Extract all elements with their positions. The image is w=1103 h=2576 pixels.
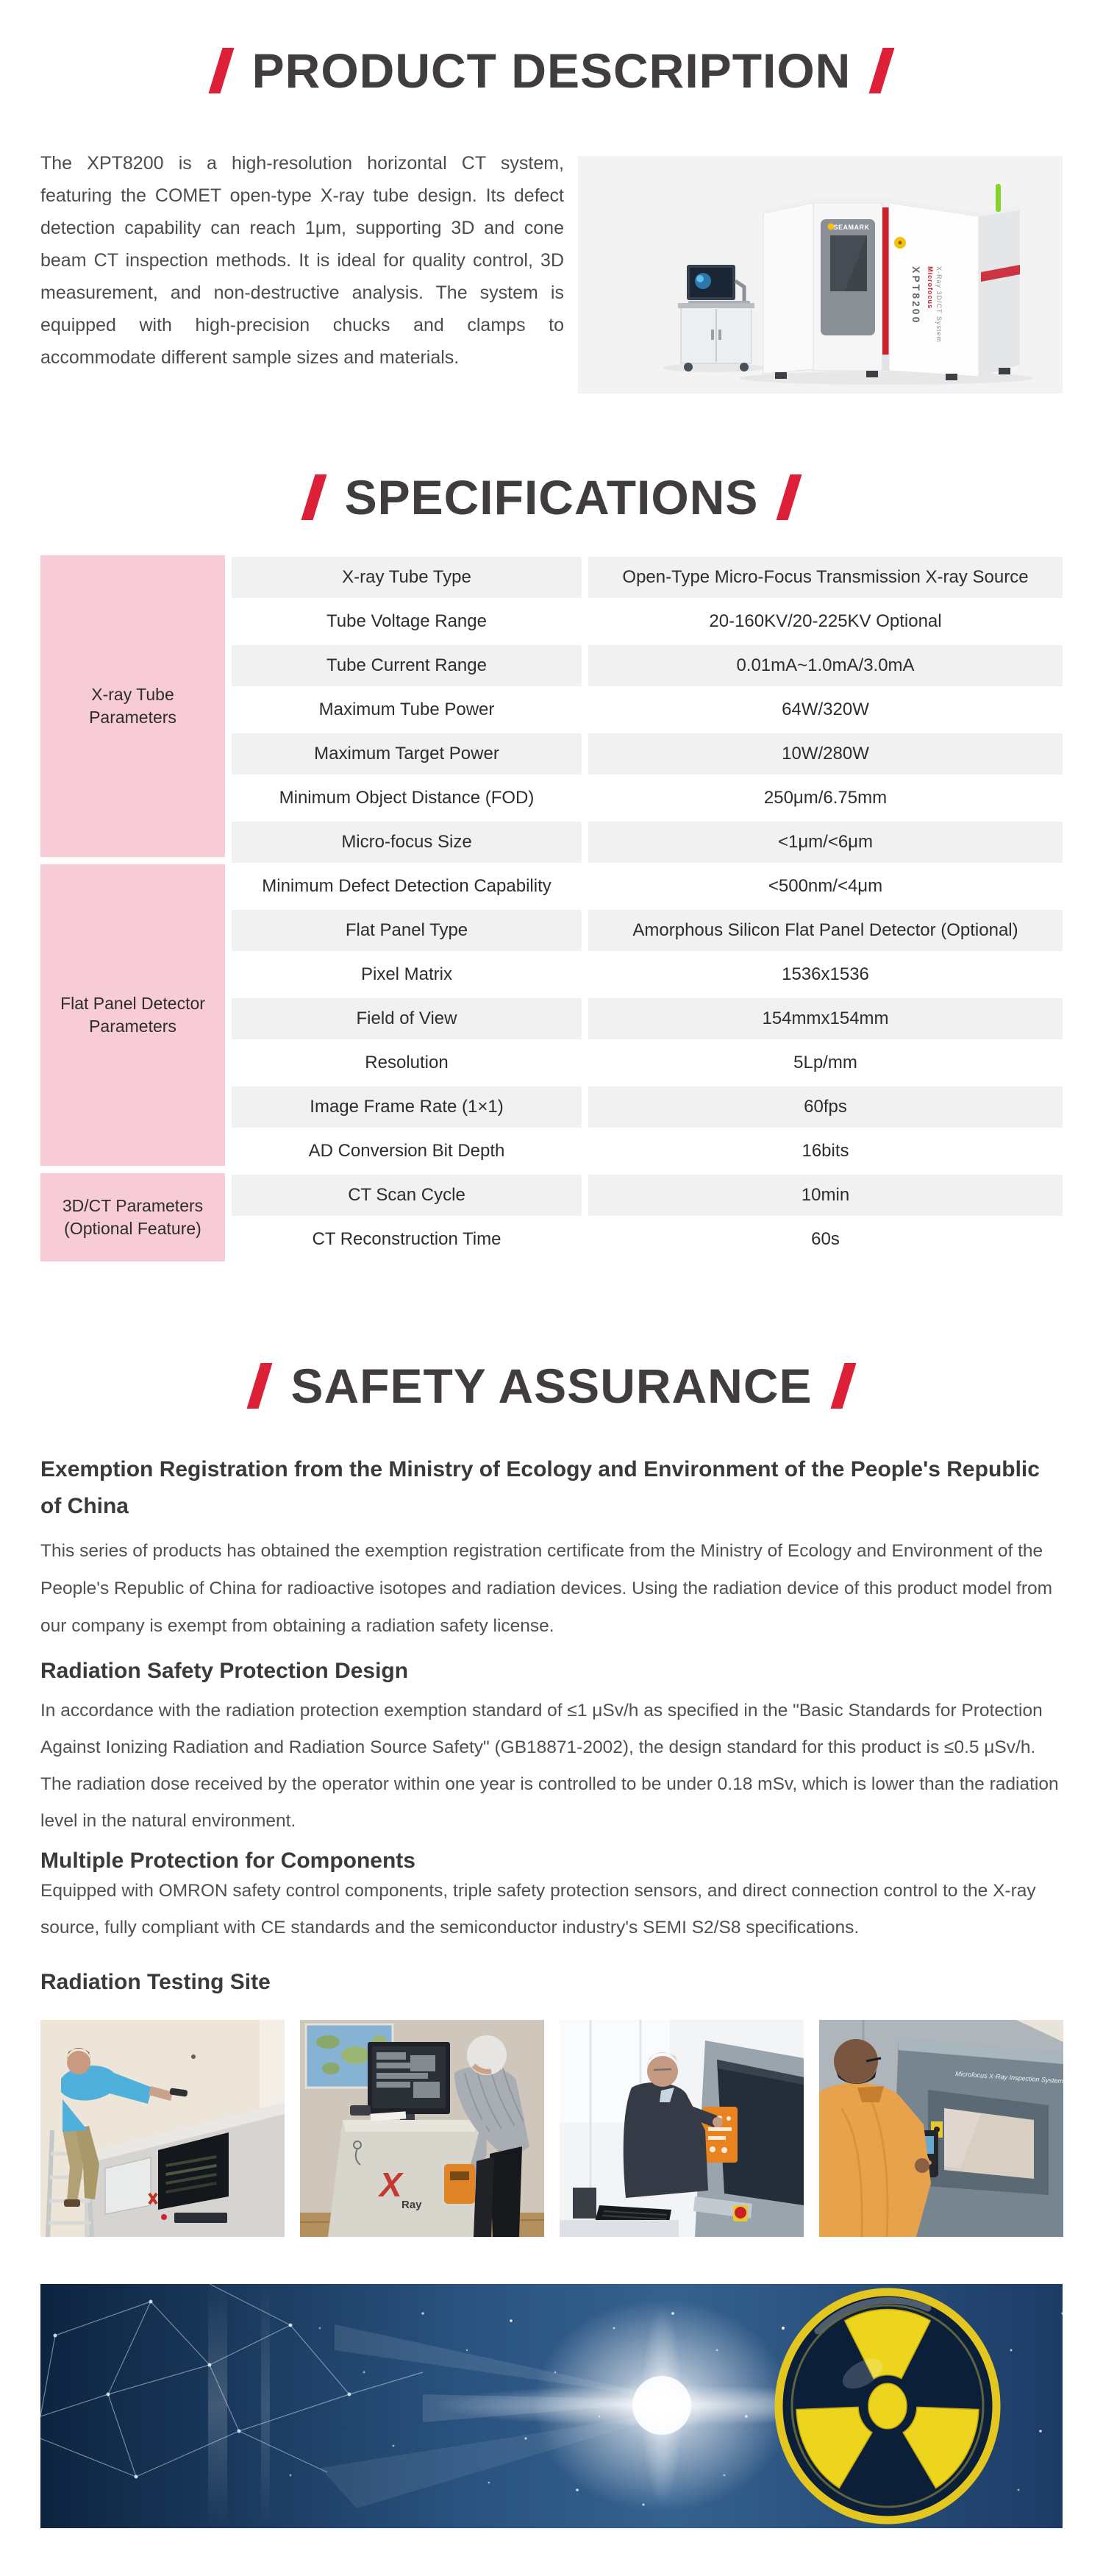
spec-value-cell: 250μm/6.75mm	[763, 788, 888, 808]
spec-parameter-cell: X-ray Tube Type	[232, 555, 588, 599]
spec-value-cell: 0.01mA~1.0mA/3.0mA	[588, 644, 1063, 688]
photo4-machine-text: Microfocus X-Ray Inspection System	[954, 2070, 1063, 2085]
spec-value-cell: <500nm/<4μm	[768, 876, 883, 896]
spec-parameter-cell: Field of View	[232, 997, 588, 1041]
photo2-ray-logo: Ray	[401, 2199, 422, 2211]
spec-table	[40, 555, 1063, 1262]
safety-subheading-multiple-protection: Multiple Protection for Components	[40, 1849, 415, 1873]
seamark-logo-text: SEAMARK	[833, 224, 870, 231]
spec-value-cell: 154mmx154mm	[588, 997, 1063, 1041]
tagline-gray-text: X-Ray 3D/CT System	[935, 266, 943, 343]
red-slash-icon	[247, 1363, 273, 1409]
red-slash-icon	[208, 48, 234, 93]
product-description-text: The XPT8200 is a high-resolution horizontal CT system, featuring the COMET open-type X-ray tube design. Its defect detection capability can reach 1μm, supporting 3D and cone beam CT inspection methods. It is ideal for quality control, 3D measurement, and non-destructive analysis. The system is equipped with high-precision chucks and clamps to accommodate different sample sizes and materials.	[40, 153, 564, 368]
safety-title: SAFETY ASSURANCE	[290, 1359, 813, 1413]
spec-parameter-cell: Tube Current Range	[232, 644, 588, 688]
red-slash-icon	[777, 474, 802, 520]
spec-value-cell: 1536x1536	[782, 964, 869, 984]
spec-parameter-cell: Minimum Object Distance (FOD)	[232, 776, 588, 820]
spec-value-cell: 10W/280W	[588, 732, 1063, 776]
red-slash-icon	[869, 48, 895, 93]
spec-value-cell: 60fps	[588, 1085, 1063, 1129]
spec-value-cell: 64W/320W	[782, 700, 869, 719]
red-slash-icon	[830, 1363, 856, 1409]
spec-value-cell: Open-Type Micro-Focus Transmission X-ray Source	[588, 555, 1063, 599]
spec-parameter-cell: Pixel Matrix	[232, 953, 588, 997]
spec-value-cell: 20-160KV/20-225KV Optional	[709, 611, 942, 631]
safety-title-row	[0, 1358, 1103, 1414]
photo-bench-inspection	[300, 2020, 544, 2237]
spec-parameter-cell: Micro-focus Size	[232, 820, 588, 864]
spec-parameter-cell: Resolution	[232, 1041, 588, 1085]
product-image	[578, 156, 1063, 394]
radiation-symbol-icon	[779, 2292, 996, 2520]
spec-value-cell: <1μm/<6μm	[588, 820, 1063, 864]
ct-machine-illustration	[578, 156, 1063, 394]
testing-site-photo-1	[40, 2020, 285, 2237]
safety-subheading-radiation-design: Radiation Safety Protection Design	[40, 1659, 409, 1683]
specifications-title-row	[0, 469, 1103, 525]
tagline-red-text: Microfocus	[927, 266, 934, 310]
spec-parameter-cell: AD Conversion Bit Depth	[232, 1129, 588, 1173]
photo2-x-logo: X	[379, 2166, 402, 2204]
testing-site-photo-row	[40, 2020, 1063, 2237]
spec-parameter-cell: CT Reconstruction Time	[232, 1217, 588, 1262]
safety-body-multiple-protection: Equipped with OMRON safety control components, triple safety protection sensors, and direct connection control to the X-ray source, fully compliant with CE standards and the semiconductor industry's SEMI S2/S8 specifications.	[40, 1881, 1036, 1938]
spec-value-cell: 10min	[588, 1173, 1063, 1217]
spec-category-cell: X-ray Tube Parameters	[40, 555, 232, 864]
spec-parameter-cell: Image Frame Rate (1×1)	[232, 1085, 588, 1129]
spec-parameter-cell: Minimum Defect Detection Capability	[232, 864, 588, 908]
radiation-testing-site-heading: Radiation Testing Site	[40, 1970, 271, 1994]
spec-category-cell: 3D/CT Parameters (Optional Feature)	[40, 1173, 232, 1262]
safety-body-exemption: This series of products has obtained the exemption registration certificate from the Ministry of Ecology and Environment of the People's Republic of China for radioactive isotopes and radiation devices. Using the radiation device of this product model from our company is exempt from obtaining a radiation safety license.	[40, 1541, 1053, 1636]
spec-parameter-cell: Tube Voltage Range	[232, 599, 588, 644]
product-description-title-row	[0, 43, 1103, 99]
photo-pendant-operation	[819, 2020, 1063, 2237]
testing-site-photo-4	[819, 2020, 1063, 2237]
photo-panel-operation	[560, 2020, 804, 2237]
photo-ladder-inspection	[40, 2020, 285, 2237]
model-text: XPT8200	[910, 266, 922, 325]
safety-body-radiation-design: In accordance with the radiation protection exemption standard of ≤1 μSv/h as specified in the "Basic Standards for Protection Against Ionizing Radiation and Radiation Source Safety" (GB18871-2002), the design standard for this product is ≤0.5 μSv/h. The radiation dose received by the operator within one year is controlled to be under 0.18 mSv, which is lower than the radiation level in the natural environment.	[40, 1701, 1059, 1831]
spec-parameter-cell: CT Scan Cycle	[232, 1173, 588, 1217]
spec-value-cell: Amorphous Silicon Flat Panel Detector (Optional)	[588, 908, 1063, 953]
safety-subheading-exemption: Exemption Registration from the Ministry of Ecology and Environment of the People's Republic of China	[40, 1457, 1040, 1518]
spec-value-cell: 16bits	[802, 1141, 849, 1161]
testing-site-photo-2	[300, 2020, 544, 2237]
banner-illustration	[40, 2284, 1063, 2528]
spec-parameter-cell: Maximum Target Power	[232, 732, 588, 776]
testing-site-photo-3	[560, 2020, 804, 2237]
spec-parameter-cell: Maximum Tube Power	[232, 688, 588, 732]
spec-category-cell: Flat Panel Detector Parameters	[40, 864, 232, 1173]
radiation-tech-banner	[40, 2284, 1063, 2528]
ct-machine	[763, 184, 1020, 380]
specifications-title: SPECIFICATIONS	[344, 470, 759, 524]
spec-value-cell: 60s	[811, 1229, 840, 1249]
spec-parameter-cell: Flat Panel Type	[232, 908, 588, 953]
product-description-title: PRODUCT DESCRIPTION	[251, 43, 852, 98]
red-slash-icon	[301, 474, 326, 520]
spec-value-cell: 5Lp/mm	[793, 1053, 857, 1072]
